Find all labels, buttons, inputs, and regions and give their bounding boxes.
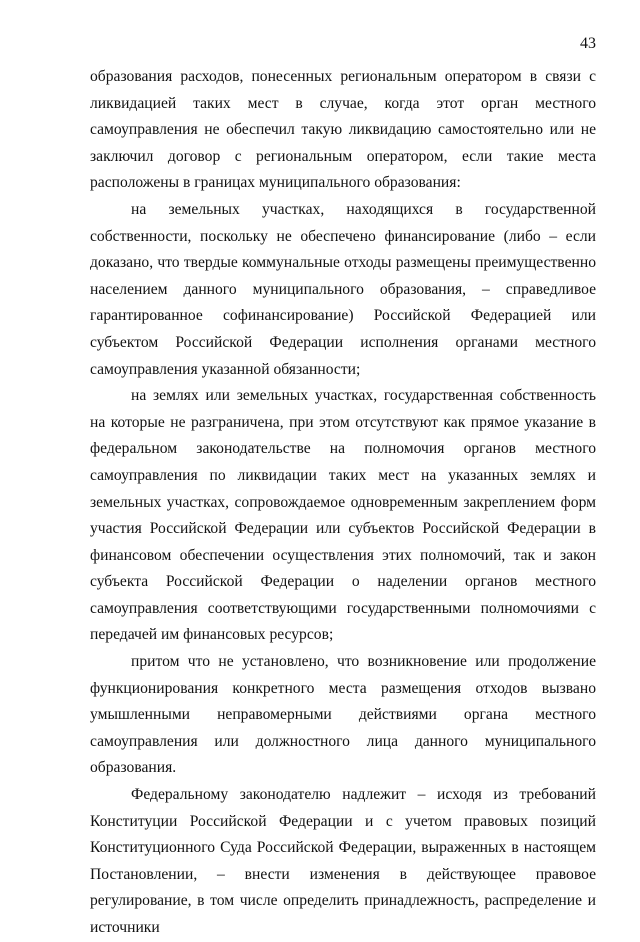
document-body bbox=[90, 64, 596, 942]
paragraph-condition: притом что не установлено, что возникновение или продолжение функционирования конкретного места размещения отходов вызвано умышленными неправомерными действиями органа местного самоуправления или должностного лица данного муниципального образования. bbox=[90, 653, 596, 777]
paragraph-legislator: Федеральному законодателю надлежит – исходя из требований Конституции Российской Федерации и с учетом правовых позиций Конституционного Суда Российской Федерации, выраженных в настоящем Постановлении, – внести изменения в действующее правовое регулирование, в том числе определить принадлежность, распределение и источники bbox=[90, 786, 596, 936]
paragraph-undivided-land: на землях или земельных участках, государственная собственность на которые не разграничена, при этом отсутствуют как прямое указание в федеральном законодательстве на полномочия органов местного самоуправления по ликвидации таких мест на указанных землях и земельных участках, сопровождаемое одновременным закреплением форм участия Российской Федерации или субъектов Российской Федерации в финансовом обеспечении осуществления этих полномочий, так и закон субъекта Российской Федерации о наделении органов местного самоуправления соответствующими государственными полномочиями с передачей им финансовых ресурсов; bbox=[90, 387, 596, 644]
paragraph-state-land: на земельных участках, находящихся в государственной собственности, поскольку не обеспечено финансирование (либо – если доказано, что твердые коммунальные отходы размещены преимущественно населением данного муниципального образования, – справедливое гарантированное софинансирование) Российской Федерацией или субъектом Российской Федерации исполнения органами местного самоуправления указанной обязанности; bbox=[90, 200, 596, 378]
paragraph-continuation: образования расходов, понесенных региональным оператором в связи с ликвидацией таких мест в случае, когда этот орган местного самоуправления не обеспечил такую ликвидацию самостоятельно или не заключил договор с региональным оператором, если такие места расположены в границах муниципального образования: bbox=[90, 68, 596, 192]
page-number: 43 bbox=[580, 35, 596, 52]
